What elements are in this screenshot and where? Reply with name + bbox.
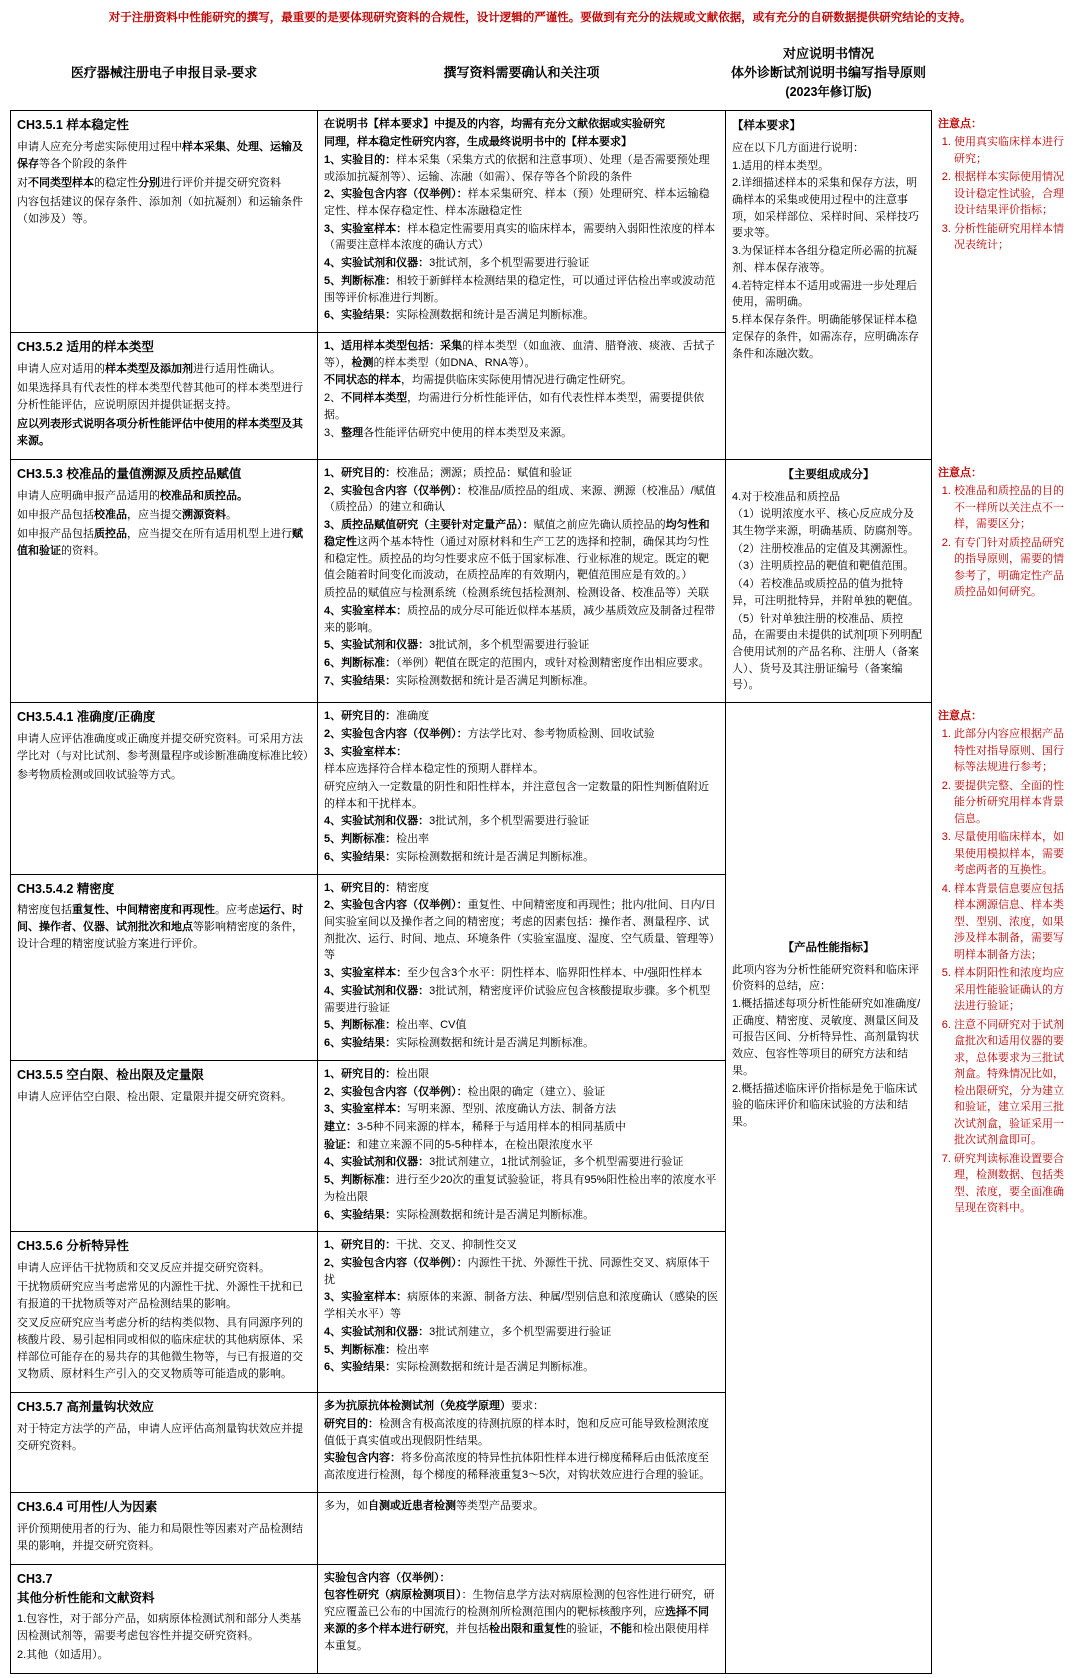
text-line: 样本应选择符合样本稳定性的预期人群样本。 — [324, 763, 544, 776]
notes-cell — [932, 703, 1071, 1674]
note-item: 2. 要提供完整、全面的性能分析研究用样本背景信息。 — [954, 778, 1065, 828]
manual-box-title: 【样本要求】 — [732, 120, 801, 133]
manual-cell-main-components — [726, 460, 932, 703]
text-line: 干扰物质研究应当考虑常见的内源性干扰、外源性干扰和已有报道的干扰物质等对产品检测结果的影响。 — [17, 1281, 303, 1311]
text-line: 验证：和建立来源不同的5-5种样本，在检出限浓度水平 — [324, 1138, 593, 1151]
note-list — [938, 134, 1065, 254]
section-title: CH3.5.3 校准品的量值溯源及质控品赋值 — [17, 467, 242, 482]
text-line: 4.对于校准品和质控品 — [732, 490, 841, 503]
note-item: 7. 研究判读标准设置要合理，检测数据、包括类型、浓度，要全面准确呈现在资料中。 — [954, 1151, 1065, 1217]
text-line: 对于特定方法学的产品，申请人应评估高剂量钩状效应并提交研究资料。 — [17, 1423, 303, 1453]
text-line: 内容包括建议的保存条件、添加剂（如抗凝剂）和运输条件（如涉及）等。 — [17, 196, 303, 226]
req-cell-CH3.6.4 — [11, 1492, 318, 1564]
text-line: 6、判断标准：（举例）靶值在既定的范围内，或针对检测精密度作出相应要求。 — [324, 656, 710, 669]
section-title: CH3.5.4.1 准确度/正确度 — [17, 710, 156, 725]
manual-cell-sample-requirements — [726, 111, 932, 460]
text-line: 2、实验包含内容（仅举例）：内源性干扰、外源性干扰、同源性交叉、病原体干扰 — [324, 1256, 710, 1286]
text-line: 多为抗原抗体检测试剂（免疫学原理）要求： — [324, 1400, 544, 1413]
req-cell-CH3.5.6 — [11, 1232, 318, 1393]
note-list — [938, 483, 1065, 601]
text-line: 1、实验目的：样本采集（采集方式的依据和注意事项）、处理（是否需要预处理或添加抗凝剂等）、运输、冻融（如需）、保存等各个阶段的条件 — [324, 153, 710, 183]
text-line: 5、判断标准：相较于新鲜样本检测结果的稳定性，可以通过评估检出率或波动范围等评价标准进行判断。 — [324, 274, 716, 304]
text-line: 1、研究目的：检出限 — [324, 1067, 430, 1080]
text-line: 此项内容为分析性能研究资料和临床评价资料的总结，应： — [732, 963, 919, 993]
header-notes-spacer — [932, 35, 1071, 111]
req-cell-CH3.5.1 — [11, 111, 318, 333]
note-2 — [938, 465, 1065, 601]
text-line: 申请人应评估干扰物质和交叉反应并提交研究资料。 — [17, 1262, 270, 1274]
text-line: 申请人应评估空白限、检出限、定量限并提交研究资料。 — [17, 1090, 292, 1103]
note-item: 4. 样本背景信息要应包括样本溯源信息、样本类型、型别、浓度，如果涉及样本制备，需要写明样本制备方法； — [954, 881, 1065, 964]
text-line: 3、质控品赋值研究（主要针对定量产品）：赋值之前应先确认质控品的均匀性和稳定性这两个基本特性（通过对原材料和生产工艺的选择和控制，确保其均匀性和稳定性。质控品的均匀性要求应不低于国家标准、行业标准的规定。既定的靶值会随着时间变化而波动，在质控品库的有效期内，靶值范围应是有效的。） — [324, 519, 710, 582]
section-title: CH3.5.7 高剂量钩状效应 — [17, 1400, 154, 1415]
text-line: 1.概括描述每项分析性能研究如准确度/正确度、精密度、灵敏度、测量区间及可报告区间、分析特异性、高剂量钩状效应、包容性等项目的研究方法和结果。 — [732, 998, 921, 1077]
note-1 — [938, 116, 1065, 254]
text-line: 6、实验结果：实际检测数据和统计是否满足判断标准。 — [324, 1361, 595, 1374]
text-line: 应以列表形式说明各项分析性能评估中使用的样本类型及其来源。 — [17, 417, 303, 447]
text-line: 研究目的：检测含有极高浓度的待测抗原的样本时，饱和反应可能导致检测浓度值低于真实值或出现假阴性结果。 — [324, 1418, 709, 1447]
text-line: 在说明书【样本要求】中提及的内容，均需有充分文献依据或实验研究 — [324, 118, 665, 131]
text-line: 3.为保证样本各组分稳定所必需的抗凝剂、样本保存液等。 — [732, 245, 918, 274]
req-cell-CH3.5.5 — [11, 1060, 318, 1231]
text-line: 申请人应明确申报产品适用的校准品和质控品。 — [17, 489, 248, 502]
writing-cell-CH3.5.7 — [318, 1393, 726, 1493]
header-col3 — [726, 35, 932, 111]
text-line: 1、研究目的：精密度 — [324, 881, 430, 894]
text-line: 2、实验包含内容（仅举例）：检出限的确定（建立）、验证 — [324, 1085, 606, 1098]
text-line: 2、实验包含内容（仅举例）：样本采集研究、样本（预）处理研究、样本运输稳定性、样本保存稳定性、样本冻融稳定性 — [324, 188, 710, 218]
writing-cell-CH3.7 — [318, 1564, 726, 1674]
text-line: 对不同类型样本的稳定性分别进行评价并提交研究资料 — [17, 177, 281, 190]
text-line: 6、实验结果：实际检测数据和统计是否满足判断标准。 — [324, 1037, 595, 1050]
note-title: 注意点： — [938, 709, 982, 722]
note-item: 1. 校准品和质控品的目的不一样所以关注点不一样，需要区分； — [954, 483, 1065, 533]
req-cell-CH3.5.4.1 — [11, 703, 318, 874]
note-list — [938, 726, 1065, 1217]
text-line: 3、实验室样本：样本稳定性需要用真实的临床样本，需要纳入弱阳性浓度的样本（需要注意样本浓度的确认方式） — [324, 222, 716, 252]
text-line: 交叉反应研究应当考虑分析的结构类似物、具有同源序列的核酸片段、易引起相同或相似的临床症状的其他病原体、采样部位可能存在的易共存的其他微生物等，与已有报道的交叉物质、原材料生产引入的交叉物质等可能造成的影响。 — [17, 1317, 303, 1381]
manual-box-title: 【产品性能指标】 — [782, 942, 875, 955]
text-line: 多为，如自测或近患者检测等类型产品要求。 — [324, 1499, 544, 1512]
text-line: 2、实验包含内容（仅举例）：校准品/质控品的组成、来源、溯源（校准品）/赋值（质控品）的建立和确认 — [324, 484, 716, 514]
top-banner: 对于注册资料中性能研究的撰写，最重要的是要体现研究资料的合规性，设计逻辑的严谨性。要做到有充分的法规或文献依据，或有充分的自研数据提供研究结论的支持。 — [108, 12, 972, 24]
text-line: 7、实验结果：实际检测数据和统计是否满足判断标准。 — [324, 674, 595, 687]
manual-box-title: 【主要组成成分】 — [782, 469, 875, 482]
text-line: 4、实验试剂和仪器：3批试剂，精密度评价试验应包含核酸提取步骤。多个机型需要进行验证 — [324, 984, 711, 1014]
req-cell-CH3.5.2 — [11, 333, 318, 460]
text-line: 1、研究目的：准确度 — [324, 710, 430, 723]
text-line: 1、研究目的：校准品；溯源；质控品：赋值和验证 — [324, 467, 573, 480]
note-item: 1. 此部分内容应根据产品特性对指导原则、国行标等法规进行参考； — [954, 726, 1065, 776]
text-line: 5、实验试剂和仪器：3批试剂，多个机型需要进行验证 — [324, 639, 590, 652]
writing-cell-CH3.5.1 — [318, 111, 726, 333]
note-item: 1. 使用真实临床样本进行研究； — [954, 134, 1065, 167]
note-title: 注意点： — [938, 466, 982, 479]
req-cell-CH3.5.3 — [11, 460, 318, 703]
text-line: 申请人应评估准确度或正确度并提交研究资料。可采用方法学比对（与对比试剂、参考测量程序或诊断准确度标准比较） — [17, 732, 314, 762]
table-row — [11, 703, 1071, 874]
requirements-table — [10, 35, 1071, 1675]
text-line: 参考物质检测或回收试验等方式。 — [17, 768, 182, 781]
header-col2: 撰写资料需要确认和关注项 — [443, 64, 600, 80]
writing-cell-CH3.5.3 — [318, 460, 726, 703]
writing-cell-CH3.5.4.1 — [318, 703, 726, 874]
text-line: 4、实验试剂和仪器：3批试剂，多个机型需要进行验证 — [324, 815, 590, 828]
header-col3-line2: 体外诊断试剂说明书编写指导原则 — [730, 65, 926, 81]
header-col3-line3: (2023年修订版) — [785, 84, 872, 99]
text-line: 6、实验结果：实际检测数据和统计是否满足判断标准。 — [324, 850, 595, 863]
notes-cell — [932, 460, 1071, 703]
text-line: 5、判断标准：检出率、CV值 — [324, 1019, 467, 1032]
text-line: 1.适用的样本类型。 — [732, 159, 830, 172]
table-row — [11, 111, 1071, 333]
text-line: 1.包容性，对于部分产品，如病原体检测试剂和部分人类基因检测试剂等，需要考虑包容性并提交研究资料。 — [17, 1613, 302, 1643]
text-line: 实验包含内容（仅举例）： — [324, 1571, 451, 1584]
note-item: 3. 分析性能研究用样本情况表统计； — [954, 221, 1065, 254]
text-line: 同理，样本稳定性研究内容，生成最终说明书中的【样本要求】 — [324, 136, 632, 149]
text-line: 如申报产品包括质控品，应当提交在所有适用机型上进行赋值和验证的资料。 — [17, 527, 303, 557]
text-line: 5、判断标准：进行至少20次的重复试验验证，将具有95%阳性检出率的浓度水平为检出限 — [324, 1174, 717, 1203]
text-line: 不同状态的样本，均需提供临床实际使用情况进行确定性研究。 — [324, 374, 632, 387]
manual-cell-product-performance — [726, 703, 932, 1674]
table-body — [11, 111, 1071, 1674]
note-item: 5. 样本阴阳性和浓度均应采用性能验证确认的方法进行验证； — [954, 965, 1065, 1015]
req-cell-CH3.5.7 — [11, 1393, 318, 1493]
text-line: 2、不同样本类型，均需进行分析性能评估，如有代表性样本类型，需要提供依据。 — [324, 392, 705, 421]
text-line: 3、实验室样本：病原体的来源、制备方法、种属/型别信息和浓度确认（感染的医学相关水平）等 — [324, 1291, 719, 1321]
text-line: 精密度包括重复性、中间精密度和再现性。应考虑运行、时间、操作者、仪器、试剂批次和地点等影响精密度的条件，设计合理的精密度试验方案进行评价。 — [17, 904, 303, 951]
header-col3-line1: 对应说明书情况 — [782, 45, 874, 61]
text-line: 6、实验结果：实际检测数据和统计是否满足判断标准。 — [324, 1208, 595, 1221]
text-line: （3）注明质控品的靶值和靶值范围。 — [732, 560, 915, 573]
text-line: 如果选择具有代表性的样本类型代替其他可的样本类型进行分析性能评估，应说明原因并提供证据支持。 — [17, 381, 303, 411]
section-title: CH3.5.4.2 精密度 — [17, 881, 115, 896]
text-line: 研究应纳入一定数量的阴性和阳性样本，并注意包含一定数量的阳性判断值附近的样本和干扰样本。 — [324, 781, 709, 810]
section-title: CH3.7 其他分析性能和文献资料 — [17, 1571, 155, 1605]
text-line: 包容性研究（病原检测项目）：生物信息学方法对病原检测的包容性进行研究，研究应覆盖已公布的中国流行的检测剂所检测范围内的靶标核酸序列，应选择不同来源的多个样本进行研究，并包括检出限和重复性的验证，不能和检出限使用样本重复。 — [324, 1589, 715, 1652]
note-item: 6. 注意不同研究对于试剂盒批次和适用仪器的要求，总体要求为三批试剂盒。特殊情况比如，检出限研究，分为建立和验证，建立采用三批次试剂盒，验证采用一批次试剂盒即可。 — [954, 1017, 1065, 1149]
text-line: 评价预期使用者的行为、能力和局限性等因素对产品检测结果的影响，并提交研究资料。 — [17, 1522, 303, 1552]
text-line: 5、判断标准：检出率 — [324, 833, 430, 846]
table-header — [11, 35, 1071, 111]
text-line: 2.其他（如适用）。 — [17, 1649, 109, 1662]
writing-cell-CH3.5.2 — [318, 333, 726, 460]
table-row — [11, 460, 1071, 703]
text-line: 2.概括描述临床评价指标是免于临床试验的临床评价和临床试验的方法和结果。 — [732, 1082, 918, 1129]
section-title: CH3.5.5 空白限、检出限及定量限 — [17, 1067, 204, 1082]
text-line: 4、实验试剂和仪器：3批试剂建立，1批试剂验证，多个机型需要进行验证 — [324, 1156, 684, 1169]
text-line: 2.详细描述样本的采集和保存方法，明确样本的采集或使用过程中的注意事项，如采样部位、采样时间、采样技巧要求等。 — [732, 177, 919, 240]
text-line: 4.若特定样本不适用或需进一步处理后使用，需明确。 — [732, 279, 918, 309]
text-line: 4、实验室样本：质控品的成分尽可能近似样本基质，减少基质效应及制备过程带来的影响。 — [324, 604, 716, 634]
note-title: 注意点： — [938, 117, 982, 130]
text-line: 6、实验结果：实际检测数据和统计是否满足判断标准。 — [324, 309, 595, 322]
text-line: 4、实验试剂和仪器：3批试剂，多个机型需要进行验证 — [324, 257, 590, 270]
text-line: 3、实验室样本： — [324, 745, 408, 758]
text-line: 申请人应充分考虑实际使用过程中样本采集、处理、运输及保存等各个阶段的条件 — [17, 141, 303, 171]
text-line: 3、实验室样本：至少包含3个水平：阴性样本、临界阳性样本、中/强阳性样本 — [324, 967, 703, 980]
text-line: （1）说明浓度水平、核心反应成分及其生物学来源，明确基质、防腐剂等。 — [732, 508, 919, 537]
section-title: CH3.5.2 适用的样本类型 — [17, 340, 154, 355]
note-3 — [938, 708, 1065, 1217]
text-line: 2、实验包含内容（仅举例）：方法学比对、参考物质检测、回收试验 — [324, 727, 655, 740]
text-line: 应在以下几方面进行说明： — [732, 141, 864, 154]
text-line: 1、研究目的：干扰、交叉、抑制性交叉 — [324, 1239, 518, 1252]
note-item: 2. 根据样本实际使用情况设计稳定性试验，合理设计结果评价指标； — [954, 169, 1065, 219]
note-item: 3. 尽量使用临床样本，如果使用模拟样本，需要考虑两者的互换性。 — [954, 829, 1065, 879]
text-line: 3、整理各性能评估研究中使用的样本类型及来源。 — [324, 426, 573, 439]
text-line: （2）注册校准品的定值及其溯源性。 — [732, 542, 915, 555]
writing-cell-CH3.5.6 — [318, 1232, 726, 1393]
req-cell-CH3.7 — [11, 1564, 318, 1674]
text-line: 4、实验试剂和仪器：3批试剂建立，多个机型需要进行验证 — [324, 1325, 612, 1338]
text-line: 建立：3-5种不同来源的样本，稀释于与适用样本的相同基质中 — [324, 1120, 626, 1133]
text-line: 3、实验室样本：写明来源、型别、浓度确认方法、制备方法 — [324, 1103, 617, 1116]
writing-cell-CH3.5.5 — [318, 1060, 726, 1231]
note-item: 2. 有专门针对质控品研究的指导原则，需要的情参考了，明确定性产品质控品如何研究。 — [954, 535, 1065, 601]
text-line: （4）若校准品或质控品的值为批特异，可注明批特异，并附单独的靶值。 — [732, 578, 919, 607]
text-line: 申请人应对适用的样本类型及添加剂进行适用性确认。 — [17, 362, 281, 375]
notes-cell — [932, 111, 1071, 460]
section-title: CH3.5.1 样本稳定性 — [17, 118, 129, 133]
text-line: 质控品的赋值应与检测系统（检测系统包括检测剂、检测设备、校准品等）关联 — [324, 587, 709, 600]
writing-cell-CH3.5.4.2 — [318, 874, 726, 1060]
text-line: 实验包含内容：将多份高浓度的特异性抗体阳性样本进行梯度稀释后由低浓度至高浓度进行检测，每个梯度的稀释液重复3～5次，对钩状效应进行合理的验证。 — [324, 1452, 711, 1482]
text-line: 如申报产品包括校准品，应当提交溯源资料。 — [17, 508, 237, 521]
text-line: 2、实验包含内容（仅举例）：重复性、中间精密度和再现性；批内/批间、日内/日间实验室间以及操作者之间的精密度；考虑的因素包括：操作者、测量程序、试剂批次、运行、时间、地点、环境条件（实验室温度、湿度、空气质量、管理等）等 — [324, 899, 716, 962]
header-col1: 医疗器械注册电子申报目录-要求 — [70, 64, 258, 80]
text-line: 5.样本保存条件。明确能够保证样本稳定保存的条件，如需冻存，应明确冻存条件和冻融次数。 — [732, 314, 919, 360]
section-title: CH3.6.4 可用性/人为因素 — [17, 1499, 158, 1514]
text-line: 5、判断标准：检出率 — [324, 1343, 430, 1356]
text-line: （5）针对单独注册的校准品、质控品，在需要由未提供的试剂[项下列明配合使用试剂的产品名称、注册人（备案人）、货号及其注册证编号（备案编号）。 — [732, 612, 923, 692]
section-title: CH3.5.6 分析特异性 — [17, 1239, 129, 1254]
req-cell-CH3.5.4.2 — [11, 874, 318, 1060]
writing-cell-CH3.6.4 — [318, 1492, 726, 1564]
text-line: 1、适用样本类型包括：采集的样本类型（如血液、血清、腊脊液、痰液、舌拭子等），检测的样本类型（如DNA、RNA等）。 — [324, 340, 716, 369]
